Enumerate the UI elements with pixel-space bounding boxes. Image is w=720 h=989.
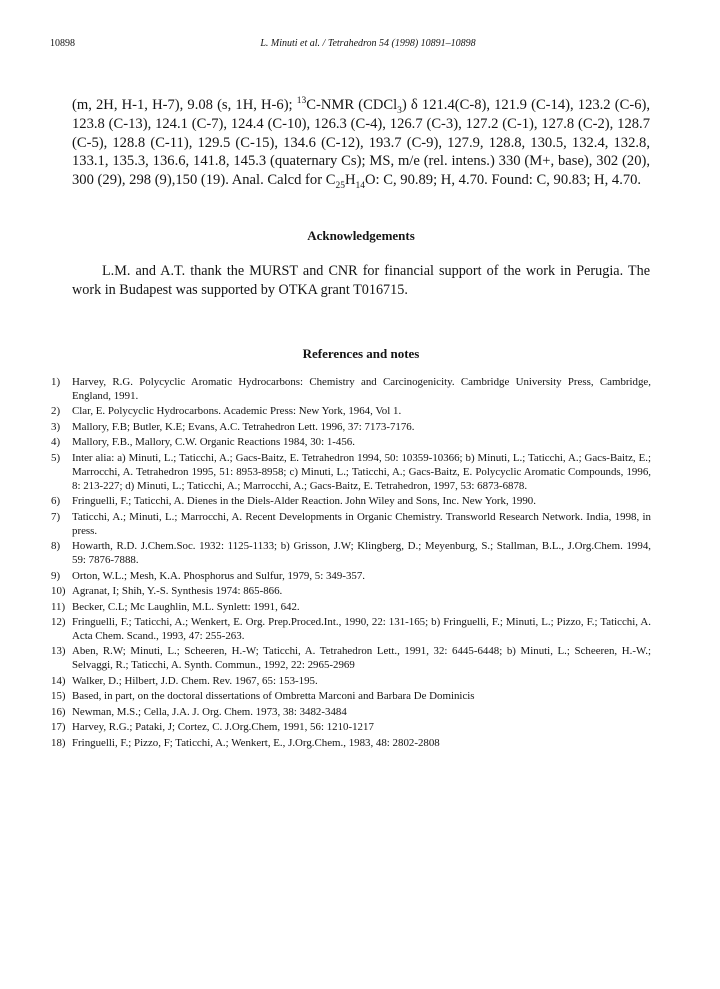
reference-item: [51, 721, 651, 735]
acknowledgements-heading: Acknowledgements: [307, 228, 415, 243]
reference-text: Becker, C.L; Mc Laughlin, M.L. Synlett: 1991, 642.: [72, 600, 300, 613]
reference-text: Agranat, I; Shih, Y.-S. Synthesis 1974: 865-866.: [72, 585, 283, 598]
reference-number: 16): [51, 705, 66, 718]
reference-item: [51, 570, 651, 584]
reference-number: 8): [51, 540, 61, 553]
reference-text: Fringuelli, F.; Pizzo, F; Taticchi, A.; Wenkert, E., J.Org.Chem., 1983, 48: 2802-2808: [72, 736, 440, 749]
reference-number: 14): [51, 674, 66, 687]
running-head: [50, 37, 686, 51]
reference-number: 9): [51, 569, 61, 582]
reference-text: Walker, D.; Hilbert, J.D. Chem. Rev. 1967, 65: 153-195.: [72, 674, 318, 687]
formula-subscript: 3: [397, 105, 402, 116]
reference-text: Harvey, R.G. Polycyclic Aromatic Hydrocarbons: Chemistry and Carcinogenicity. Cambridge University Press, Cambridge, England, 1991.: [72, 376, 651, 402]
reference-item: [51, 616, 651, 644]
reference-number: 4): [51, 436, 61, 449]
text-segment: ) δ 121.4(C-8), 121.9 (C-14), 123.2 (C-6), 123.8 (C-13), 124.1 (C-7), 124.4 (C-10), 126.3 (C-4), 126.7 (C-3), 127.2 (C-1), 127.8 (C-2), 128.7 (C-5), 128.8 (C-11), 129.5 (C-15), 134.6 (C-12), 193.7 (C-9), 127.9, 128.8, 130.5, 132.4, 132.8, 133.1, 135.3, 136.6, 141.8, 145.3 (quaternary Cs); MS, m/e (rel. intens.) 330 (M+, base), 302 (20), 300 (29), 298 (9),150 (19). Anal. Calcd for C: [72, 97, 650, 189]
reference-item: [51, 376, 651, 404]
reference-number: 13): [51, 645, 66, 658]
text-segment: H: [344, 172, 356, 189]
reference-number: 6): [51, 495, 61, 508]
reference-number: 18): [51, 736, 66, 749]
reference-item: [51, 737, 651, 751]
reference-text: Aben, R.W; Minuti, L.; Scheeren, H.-W; Taticchi, A. Tetrahedron Lett., 1991, 32: 6445-6448; b) Minuti, L.; Scheeren, H.-W.; Selvaggi, R.; Taticchi, A. Synth. Commun., 1992, 22: 2965-2969: [72, 645, 651, 672]
reference-text: Based, in part, on the doctoral dissertations of Ombretta Marconi and Barbara De Dominicis: [72, 690, 475, 703]
reference-number: 2): [51, 405, 61, 418]
reference-item: [51, 675, 651, 689]
reference-number: 1): [51, 376, 61, 388]
reference-text: Howarth, R.D. J.Chem.Soc. 1932: 1125-1133; b) Grisson, J.W; Klingberg, D.; Meyenburg, S.; Stallman, B.L., J.Org.Chem. 1994, 59: 7876-7888.: [72, 540, 651, 567]
reference-text: Clar, E. Polycyclic Hydrocarbons. Academic Press: New York, 1964, Vol 1.: [72, 405, 402, 418]
reference-item: [51, 540, 651, 568]
reference-item: [51, 601, 651, 615]
page-number: 10898: [50, 38, 75, 49]
formula-subscript: 25: [335, 181, 345, 192]
reference-number: 12): [51, 616, 66, 629]
reference-item: [51, 706, 651, 720]
isotope-superscript: 13: [296, 96, 307, 107]
journal-citation: L. Minuti et al. / Tetrahedron 54 (1998) 10891–10898: [260, 38, 476, 49]
reference-item: [51, 495, 651, 509]
formula-subscript: 14: [355, 181, 365, 192]
reference-number: 5): [51, 451, 61, 464]
experimental-data-paragraph: [72, 96, 650, 190]
reference-text: Harvey, R.G.; Pataki, J; Cortez, C. J.Org.Chem, 1991, 56: 1210-1217: [72, 721, 374, 734]
reference-number: 3): [51, 420, 61, 433]
reference-item: [51, 405, 651, 419]
reference-item: [51, 436, 651, 450]
reference-text: Fringuelli, F.; Taticchi, A. Dienes in the Diels-Alder Reaction. John Wiley and Sons, Inc. New York, 1990.: [72, 495, 536, 508]
reference-number: 11): [51, 600, 66, 613]
references-list: [51, 376, 651, 752]
reference-item: [51, 452, 651, 494]
reference-number: 15): [51, 690, 66, 703]
reference-item: [51, 585, 651, 599]
acknowledgements-text: L.M. and A.T. thank the MURST and CNR for financial support of the work in Perugia. The work in Budapest was supported by OTKA grant T016715.: [72, 263, 650, 298]
reference-text: Taticchi, A.; Minuti, L.; Marrocchi, A. Recent Developments in Organic Chemistry. Transworld Research Network. India, 1998, in press.: [72, 510, 651, 537]
reference-item: [51, 690, 651, 704]
text-segment: O: C, 90.89; H, 4.70. Found: C, 90.83; H, 4.70.: [365, 172, 642, 189]
text-segment: C-NMR (CDCl: [306, 97, 398, 113]
reference-number: 10): [51, 585, 66, 598]
reference-text: Fringuelli, F.; Taticchi, A.; Wenkert, E. Org. Prep.Proced.Int., 1990, 22: 131-165; b) Fringuelli, F.; Minuti, L.; Pizzo, F.; Taticchi, A. Acta Chem. Scand., 1993, 47: 255-263.: [72, 616, 651, 642]
text-segment: (m, 2H, H-1, H-7), 9.08 (s, 1H, H-6);: [72, 97, 297, 113]
reference-item: [51, 421, 651, 435]
reference-number: 17): [51, 721, 66, 734]
references-heading: References and notes: [302, 346, 420, 361]
reference-text: Mallory, F.B., Mallory, C.W. Organic Reactions 1984, 30: 1-456.: [72, 436, 355, 449]
reference-text: Orton, W.L.; Mesh, K.A. Phosphorus and Sulfur, 1979, 5: 349-357.: [72, 569, 366, 582]
reference-text: Mallory, F.B; Butler, K.E; Evans, A.C. Tetrahedron Lett. 1996, 37: 7173-7176.: [72, 420, 415, 433]
reference-number: 7): [51, 510, 61, 523]
reference-item: [51, 645, 651, 673]
reference-text: Newman, M.S.; Cella, J.A. J. Org. Chem. 1973, 38: 3482-3484: [72, 705, 347, 718]
reference-text: Inter alia: a) Minuti, L.; Taticchi, A.; Gacs-Baitz, E. Tetrahedron 1994, 50: 10359-10366; b) Minuti, L.; Taticchi, A.; Gacs-Baitz, E.; Marrocchi, A. Tetrahedron 1995, 51: 8953-8958; c) Minuti, L.; Taticchi, A.; Gacs-Baitz, E. Polycyclic Aromatic Compounds, 1996, 8: 213-227; d) Minuti, L.; Taticchi, A.; Marrocchi, A.; Gacs-Baitz, E. Tetrahedron, 1997, 53: 6873-6878.: [72, 451, 651, 492]
reference-item: [51, 511, 651, 539]
